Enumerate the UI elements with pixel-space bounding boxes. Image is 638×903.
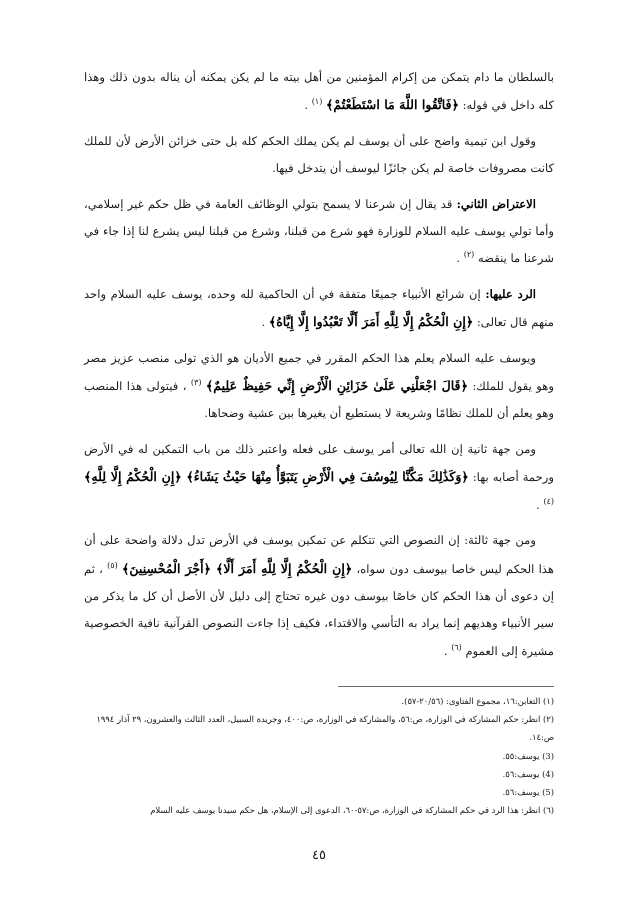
footnote-ref[interactable]: (٢) bbox=[463, 250, 475, 260]
footnote-ref[interactable]: (٣) bbox=[190, 378, 202, 388]
footnote-ref[interactable]: (١) bbox=[311, 97, 323, 107]
footnote-ref[interactable]: (٥) bbox=[107, 560, 118, 570]
section-label: الاعتراض الثاني: bbox=[456, 196, 537, 211]
footnotes bbox=[84, 692, 554, 819]
paragraph-text: ومن جهة ثالثة: إن النصوص التي تتكلم عن تمكين يوسف في الأرض تدل دلالة واضحة على أن هذا الحكم ليس خاصا بيوسف دون سواه، bbox=[84, 533, 554, 576]
footnote-ref[interactable]: (٤) bbox=[543, 496, 554, 506]
paragraph-text: . bbox=[456, 251, 461, 266]
paragraph-6 bbox=[84, 436, 554, 519]
quran-verse: ﴿إِنِ الْحُكْمُ إِلَّا لِلَّهِ أَمَرَ أَلَّا﴾ ﴿أَجْرَ الْمُحْسِنِينَ﴾ bbox=[121, 560, 353, 576]
footnote: (3) يوسف:٥٥. bbox=[502, 750, 554, 761]
paragraph-text: إن شرائع الأنبياء جميعًا متفقة في أن الحاكمية لله وحده، يوسف عليه السلام واحد منهم قال تعالى: bbox=[84, 286, 554, 330]
paragraph-4 bbox=[84, 281, 554, 337]
paragraph-text: ومن جهة ثانية إن الله تعالى أمر يوسف على فعله واعتبر ذلك من باب التمكين له في الأرض ورحمة أصابه بها: bbox=[84, 441, 554, 485]
quran-verse: ﴿وَكَذَٰلِكَ مَكَّنَّا لِيُوسُفَ فِي الْأَرْضِ يَتَبَوَّأُ مِنْهَا حَيْثُ يَشَاءُ﴾ ﴿إِنِ الْحُكْمُ إِلَّا لِلَّهِ﴾ bbox=[84, 469, 469, 485]
paragraph-3 bbox=[84, 191, 554, 273]
paragraph-text: ، ثم إن دعوى أن هذا الحكم كان خاصًا بيوسف دون غيره تحتاج إلى دليل لأن الأصل أن كل ما يذكر من سير الأنبياء وهديهم إنما يراد به التأسي والاقتداء، فكيف إذا جاءت النصوص القرآنية نافية الخصوصية مشيرة إلى العموم bbox=[84, 561, 554, 658]
paragraph-text: . bbox=[536, 497, 540, 512]
body-text bbox=[84, 64, 554, 673]
footnote-ref[interactable]: (٦) bbox=[451, 642, 462, 652]
footnote: (٢) انظر: حكم المشاركة في الوزارة، ص:٥٦، والمشاركة في الوزارة، ص:٤٠٠، وجريدة السبيل، العدد الثالث والعشرون، ٢٩ آذار ١٩٩٤ ص:١٤. bbox=[96, 714, 554, 743]
footnote: (5) يوسف:٥٦. bbox=[502, 787, 554, 798]
footnote: (٦) انظر: هذا الرد في حكم المشاركة في الوزارة، ص:٥٧-٦٠، الدعوى إلى الإسلام، هل حكم سيدنا يوسف عليه السلام bbox=[150, 805, 554, 816]
paragraph-text: . bbox=[261, 315, 266, 330]
footnote: (4) يوسف:٥٦. bbox=[502, 768, 554, 779]
paragraph-text: . bbox=[304, 98, 309, 113]
section-label: الرد عليها: bbox=[485, 286, 536, 301]
footnote-divider bbox=[338, 686, 554, 687]
paragraph-text: وقول ابن تيمية واضح على أن يوسف لم يكن يملك الحكم كله بل حتى خزائن الأرض لأن للملك كانت مصروفات خاصة لم يكن جائزًا ليوسف أن يتدخل فيها. bbox=[84, 133, 554, 176]
paragraph-text: بالسلطان ما دام يتمكن من إكرام المؤمنين من أهل بيته ما لم يكن يمكنه أن يناله بدون ذلك وهذا كله داخل في قوله: bbox=[84, 70, 554, 113]
page-number: ٤٥ bbox=[312, 848, 326, 863]
paragraph-2 bbox=[84, 128, 554, 183]
quran-verse: ﴿قَالَ اجْعَلْنِي عَلَىٰ خَزَائِنِ الْأَرْضِ إِنِّي حَفِيظٌ عَلِيمٌ﴾ bbox=[205, 378, 468, 394]
paragraph-1 bbox=[84, 64, 554, 120]
paragraph-text: . bbox=[443, 643, 448, 658]
quran-verse: ﴿إِنِ الْحُكْمُ إِلَّا لِلَّهِ أَمَرَ أَلَّا تَعْبُدُوا إِلَّا إِيَّاهُ﴾ bbox=[268, 314, 474, 330]
paragraph-5 bbox=[84, 345, 554, 428]
paragraph-text: ويوسف عليه السلام يعلم هذا الحكم المقرر في جميع الأديان هو الذي تولى منصب عزيز مصر وهو يقول للملك: bbox=[84, 350, 554, 394]
paragraph-text: قد يقال إن شرعنا لا يسمح بتولي الوظائف العامة في ظل حكم غير إسلامي، وأما تولي يوسف عليه السلام للوزارة فهو شرع من قبلنا، وشرع من قبلنا ليس يشرع لنا إذا جاء في شرعنا ما ينقضه bbox=[84, 196, 554, 266]
quran-verse: ﴿فَاتَّقُوا اللَّهَ مَا اسْتَطَعْتُمْ﴾ bbox=[326, 97, 459, 113]
footnote: (١) التغابن:١٦، مجموع الفتاوى: (٢٠/٥٦-٥٧). bbox=[401, 696, 554, 706]
paragraph-text: ، فيتولى هذا المنصب وهو يعلم أن للملك نظامًا وشريعة لا يستطيع أن يغيرها بين عشية وضحاها. bbox=[84, 379, 554, 421]
paragraph-7 bbox=[84, 527, 554, 665]
